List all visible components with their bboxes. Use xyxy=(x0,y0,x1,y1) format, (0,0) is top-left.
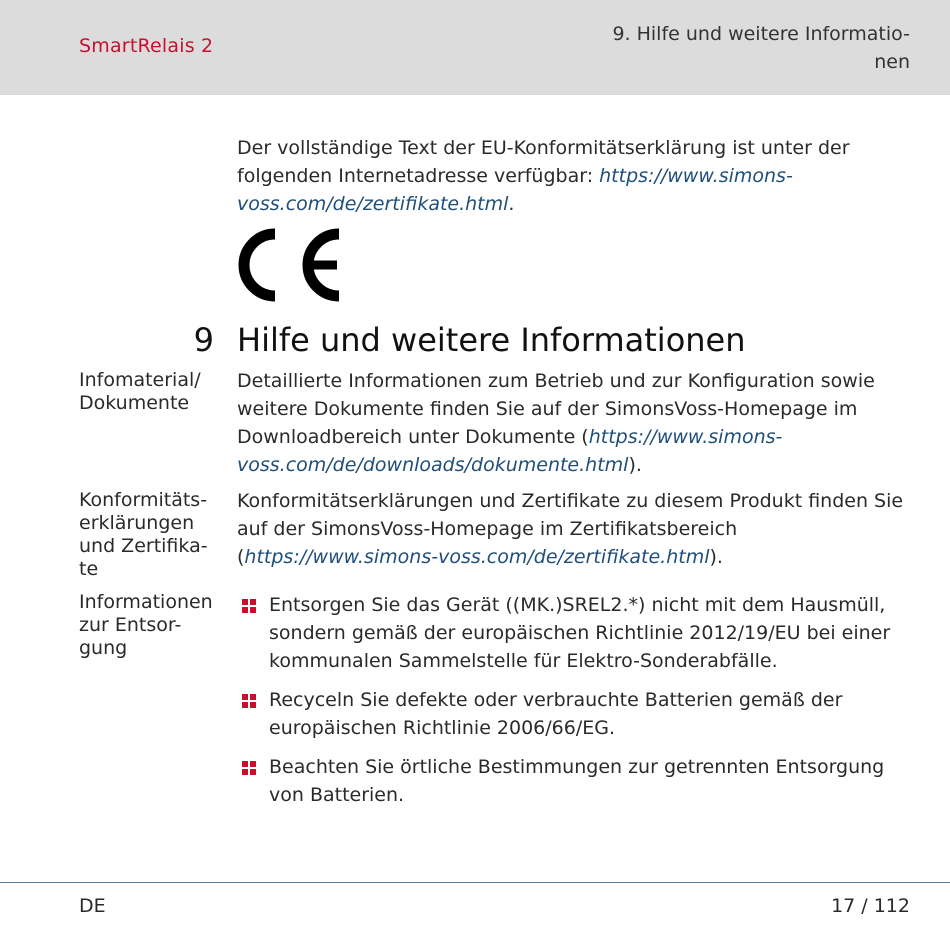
margin-label-line: gung xyxy=(79,637,128,659)
intro-end: . xyxy=(508,193,515,215)
disposal-list xyxy=(237,591,917,820)
red-square-bullet-icon xyxy=(242,599,256,613)
ce-mark-icon xyxy=(237,226,345,304)
margin-label-infomaterial xyxy=(79,369,219,415)
running-chapter-title xyxy=(580,20,910,76)
info-paragraph xyxy=(237,367,917,479)
ce-mark-logo xyxy=(237,226,345,308)
info-text: Detaillierte Informationen zum Betrieb und zur Konfiguration sowie weitere Dokumente finden Sie auf der SimonsVoss-Homepage im Downloadbereich unter Dokumente ( xyxy=(237,370,875,448)
conformity-text: Konformitätserklärungen und Zertifikate zu diesem Produkt finden Sie auf der SimonsVoss-Homepage im Zertifikatsbereich ( xyxy=(237,490,904,568)
margin-label-disposal xyxy=(79,591,219,660)
intro-text: Der vollständige Text der EU-Konformitätserklärung ist unter der folgenden Internetadresse verfügbar: xyxy=(237,137,850,187)
page-header xyxy=(0,0,950,95)
section-number: 9 xyxy=(193,321,214,359)
brand-title: SmartRelais 2 xyxy=(79,35,214,57)
margin-label-conformity xyxy=(79,489,219,581)
footer-page-number: 17 / 112 xyxy=(831,895,910,917)
margin-label-line: Dokumente xyxy=(79,392,190,414)
intro-paragraph xyxy=(237,134,917,218)
list-item xyxy=(237,753,917,809)
chapter-title-line-2: nen xyxy=(874,51,910,73)
margin-label-line: te xyxy=(79,558,99,580)
list-item-text: Beachten Sie örtliche Bestimmungen zur getrennten Entsorgung von Batterien. xyxy=(269,756,885,806)
list-item-text: Recyceln Sie defekte oder verbrauchte Batterien gemäß der europäischen Richtlinie 2006/66/EG. xyxy=(269,689,843,739)
margin-label-line: Konformitäts- xyxy=(79,489,208,511)
list-item-text: Entsorgen Sie das Gerät ((MK.)SREL2.*) nicht mit dem Hausmüll, sondern gemäß der europäischen Richtlinie 2012/19/EU bei einer kommunalen Sammelstelle für Elektro-Sonderabfälle. xyxy=(269,594,891,672)
certificates-link[interactable]: https://www.simons-voss.com/de/zertifikate.html xyxy=(237,165,793,215)
red-square-bullet-icon xyxy=(242,761,256,775)
info-end: ). xyxy=(628,454,642,476)
certificates-link-2[interactable]: https://www.simons-voss.com/de/zertifikate.html xyxy=(244,546,710,568)
margin-label-line: und Zertifika- xyxy=(79,535,208,557)
conformity-end: ). xyxy=(709,546,723,568)
downloads-link[interactable]: https://www.simons-voss.com/de/downloads/dokumente.html xyxy=(237,426,783,476)
red-square-bullet-icon xyxy=(242,694,256,708)
margin-label-line: Infomaterial/ xyxy=(79,369,201,391)
footer-divider xyxy=(0,882,950,883)
conformity-paragraph xyxy=(237,487,917,571)
section-title: Hilfe und weitere Informationen xyxy=(237,321,746,359)
footer-language: DE xyxy=(79,895,106,917)
list-item xyxy=(237,686,917,742)
list-item xyxy=(237,591,917,675)
margin-label-line: erklärungen xyxy=(79,512,195,534)
margin-label-line: zur Entsor- xyxy=(79,614,182,636)
margin-label-line: Informationen xyxy=(79,591,213,613)
chapter-title-line-1: 9. Hilfe und weitere Informatio- xyxy=(612,23,910,45)
